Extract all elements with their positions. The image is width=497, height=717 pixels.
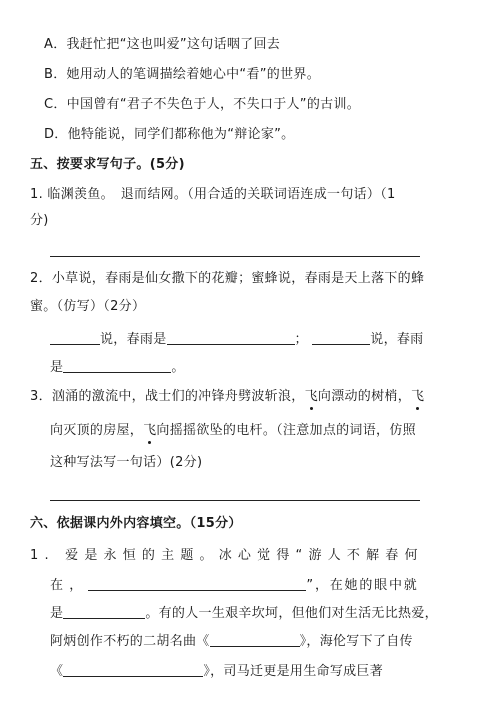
s5-q2-line1: 2．小草说，春雨是仙女撒下的花瓣；蜜蜂说，春雨是天上落下的蜂 <box>30 271 425 286</box>
s6-q1-line2-text-a: 在， <box>50 578 89 593</box>
s5-q1-answer-line[interactable] <box>50 256 420 257</box>
s6-q1-line4-text-b: 》，海伦写下了自传 <box>299 634 413 649</box>
s6-q1-line2 <box>50 576 419 595</box>
s6-q1-line4-text-a: 阿炳创作不朽的二胡名曲《 <box>50 634 210 649</box>
s6-q1-line5-text-a: 《 <box>50 664 64 679</box>
s5-q3-line2-text-a: 向灭顶的房屋， <box>50 423 144 438</box>
s5-q2-fill-d: 是 <box>50 360 64 375</box>
option-b: B．她用动人的笔调描绘着她心中“看”的世界。 <box>44 67 320 82</box>
s5-q2-blank-1[interactable] <box>50 330 100 345</box>
s5-q2-blank-2[interactable] <box>167 330 295 345</box>
s6-q1-line5-text-b: 》，司马迁更是用生命写成巨著 <box>203 664 384 679</box>
s6-q1-line4 <box>50 632 413 651</box>
s6-q1-line3 <box>50 604 438 623</box>
s5-q2-line2: 蜜。（仿写）（2分） <box>30 299 146 314</box>
section5-heading: 五、按要求写句子。(5分) <box>30 157 185 172</box>
s5-q2-fill-row1 <box>50 330 423 349</box>
s5-q3-line1 <box>30 388 424 406</box>
option-d: D．他特能说，同学们都称他为“辩论家”。 <box>44 127 295 142</box>
s6-q1-line2-text-b: ”，在她的眼中就 <box>306 578 419 593</box>
s6-q1-blank-1[interactable] <box>88 576 306 591</box>
s5-q1-line2: 分) <box>30 213 49 228</box>
s5-q3-line2 <box>50 422 416 440</box>
s5-q3-dotted-word-1: 飞 <box>304 389 318 404</box>
s6-q1-line3-text-a: 是 <box>50 606 64 621</box>
s6-q1-blank-3[interactable] <box>210 632 300 647</box>
s5-q2-fill-a: 说，春雨是 <box>100 332 167 347</box>
s5-q3-line3: 这种写法写一句话）(2分) <box>50 455 203 470</box>
s6-q1-blank-4[interactable] <box>63 662 203 677</box>
s5-q3-answer-line[interactable] <box>50 500 420 501</box>
s5-q2-blank-4[interactable] <box>63 358 171 373</box>
option-c: C．中国曾有“君子不失色于人，不失口于人”的古训。 <box>44 97 361 112</box>
s6-q1-blank-2[interactable] <box>63 604 145 619</box>
s6-q1-line5 <box>50 662 383 681</box>
s5-q2-fill-end: 。 <box>171 360 185 375</box>
s6-q1-line1: 1. 爱是永恒的主题。冰心觉得“游人不解春何 <box>30 548 424 563</box>
section6-heading: 六、依据课内外内容填空。（15分） <box>30 516 242 531</box>
s5-q3-line2-text-b: 向摇摇欲坠的电杆。（注意加点的词语，仿照 <box>156 423 416 438</box>
s6-q1-line3-text-b: 。有的人一生艰辛坎坷，但他们对生活无比热爱， <box>145 606 438 621</box>
s5-q1-line1: 1. 临渊羡鱼。 退而结网。（用合适的关联词语连成一句话）（1 <box>30 187 396 202</box>
s5-q2-fill-row2 <box>50 358 185 377</box>
s5-q3-dotted-word-2: 飞 <box>411 389 425 404</box>
option-a: A．我赶忙把“这也叫爱”这句话咽了回去 <box>44 37 281 52</box>
s5-q3-line1-text-b: 向漂动的树梢， <box>317 389 411 404</box>
s5-q2-blank-3[interactable] <box>312 330 370 345</box>
s5-q2-fill-c: 说，春雨 <box>370 332 424 347</box>
s5-q2-fill-b: ； <box>294 332 308 347</box>
s5-q3-line1-text-a: 3．汹涌的激流中，战士们的冲锋舟劈波斩浪， <box>30 389 305 404</box>
s5-q3-dotted-word-3: 飞 <box>143 423 157 438</box>
